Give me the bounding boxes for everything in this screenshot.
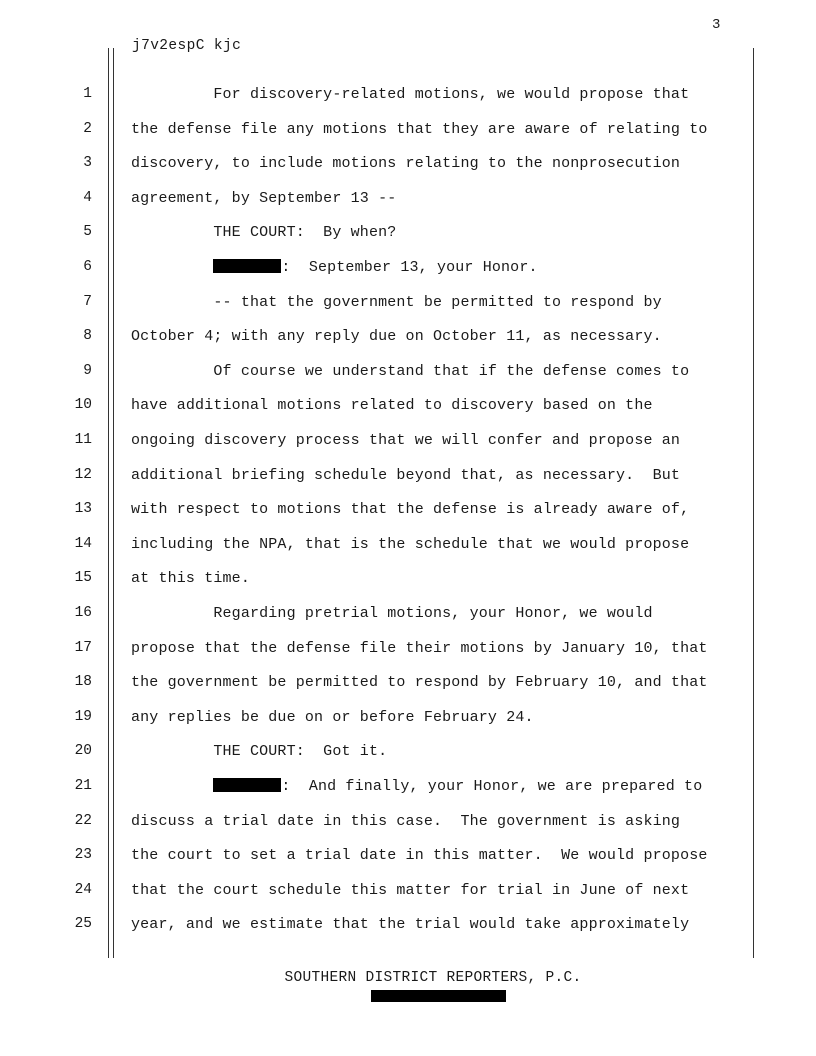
transcript-line: THE COURT: Got it. [131, 743, 388, 760]
line-number: 21 [74, 778, 92, 794]
transcript-line-text: : September 13, your Honor. [281, 259, 538, 276]
transcript-line: the government be permitted to respond by February 10, and that [131, 674, 708, 691]
speaker-redaction [213, 259, 281, 273]
speaker-redaction [213, 778, 281, 792]
header-code: j7v2espC kjc [132, 38, 242, 54]
line-number: 3 [83, 155, 92, 171]
transcript-line: October 4; with any reply due on October 11, as necessary. [131, 328, 662, 345]
line-number: 7 [83, 294, 92, 310]
transcript-line: -- that the government be permitted to respond by [131, 294, 662, 311]
transcript-line: that the court schedule this matter for trial in June of next [131, 882, 690, 899]
line-number: 9 [83, 363, 92, 379]
left-margin-rule-inner [113, 48, 114, 958]
line-number: 23 [74, 847, 92, 863]
transcript-line: the court to set a trial date in this matter. We would propose [131, 847, 708, 864]
line-number: 11 [74, 432, 92, 448]
footer-redaction [371, 990, 506, 1002]
transcript-line: have additional motions related to discovery based on the [131, 397, 653, 414]
line-number: 12 [74, 467, 92, 483]
line-number: 4 [83, 190, 92, 206]
transcript-line: THE COURT: By when? [131, 224, 397, 241]
line-number: 19 [74, 709, 92, 725]
line-number: 17 [74, 640, 92, 656]
line-number: 15 [74, 570, 92, 586]
line-number: 2 [83, 121, 92, 137]
line-number: 24 [74, 882, 92, 898]
transcript-line: including the NPA, that is the schedule that we would propose [131, 536, 690, 553]
line-number: 10 [74, 397, 92, 413]
line-number: 22 [74, 813, 92, 829]
transcript-line: the defense file any motions that they are aware of relating to [131, 121, 708, 138]
transcript-line: Of course we understand that if the defense comes to [131, 363, 690, 380]
transcript-line: Regarding pretrial motions, your Honor, we would [131, 605, 653, 622]
footer-reporter: SOUTHERN DISTRICT REPORTERS, P.C. [284, 970, 582, 986]
line-number: 20 [74, 743, 92, 759]
line-number: 6 [83, 259, 92, 275]
transcript-line: agreement, by September 13 -- [131, 190, 397, 207]
line-number: 5 [83, 224, 92, 240]
line-number: 18 [74, 674, 92, 690]
transcript-line: discovery, to include motions relating to the nonprosecution [131, 155, 681, 172]
right-margin-rule [753, 48, 754, 958]
transcript-line [131, 259, 538, 276]
transcript-line: year, and we estimate that the trial would take approximately [131, 916, 690, 933]
transcript-line [131, 778, 702, 795]
page-number: 3 [712, 17, 721, 33]
transcript-line: any replies be due on or before February 24. [131, 709, 534, 726]
line-number: 16 [74, 605, 92, 621]
line-number: 25 [74, 916, 92, 932]
transcript-line: with respect to motions that the defense is already aware of, [131, 501, 690, 518]
transcript-line: For discovery-related motions, we would propose that [131, 86, 690, 103]
left-margin-rule-outer [108, 48, 109, 958]
transcript-line: at this time. [131, 570, 250, 587]
transcript-line: ongoing discovery process that we will confer and propose an [131, 432, 681, 449]
line-number: 8 [83, 328, 92, 344]
transcript-line: propose that the defense file their motions by January 10, that [131, 640, 708, 657]
transcript-line: additional briefing schedule beyond that, as necessary. But [131, 467, 681, 484]
line-number: 14 [74, 536, 92, 552]
line-number: 1 [83, 86, 92, 102]
transcript-line-text: : And finally, your Honor, we are prepared to [281, 778, 703, 795]
transcript-line: discuss a trial date in this case. The government is asking [131, 813, 681, 830]
line-number: 13 [74, 501, 92, 517]
